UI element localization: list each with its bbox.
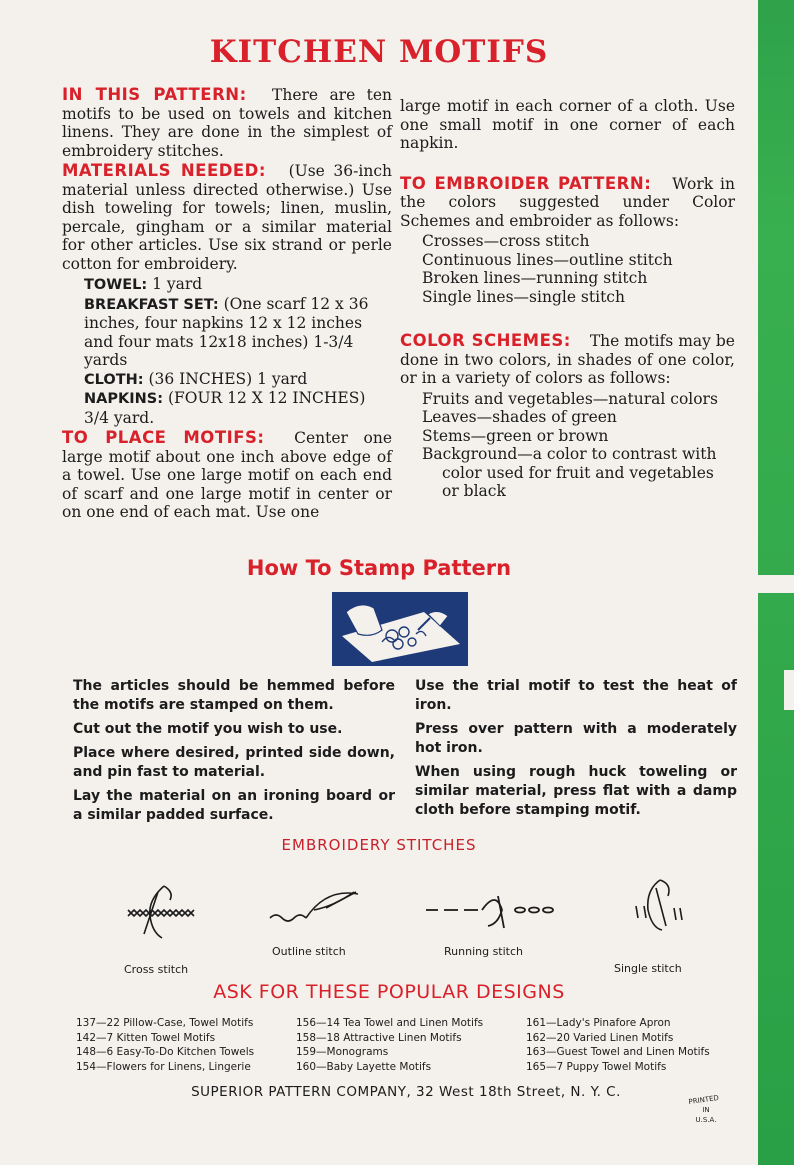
single-stitch-icon (630, 876, 690, 936)
instruction: The articles should be hemmed before the motifs are stamped on them. (73, 678, 395, 713)
design-item: 163—Guest Towel and Linen Motifs (526, 1046, 710, 1058)
instruction: Use the trial motif to test the heat of iron. (415, 678, 737, 713)
stamp-instructions-right (415, 677, 737, 825)
stamp-title: How To Stamp Pattern (246, 556, 512, 580)
design-item: 156—14 Tea Towel and Linen Motifs (296, 1017, 484, 1029)
section-body: There are ten motifs to be used on towels and kitchen linens. They are done in the simplest of embroidery stitches. (62, 86, 392, 160)
outline-stitch-label: Outline stitch (272, 945, 346, 958)
cross-stitch-label: Cross stitch (124, 963, 189, 976)
right-column (400, 97, 735, 501)
design-item: 160—Baby Layette Motifs (296, 1060, 432, 1073)
material-item (62, 295, 392, 370)
printed-in-usa-badge (680, 1092, 728, 1128)
material-text: (FOUR 12 X 12 INCHES) 3/4 yard. (84, 389, 366, 427)
stripe-gap (784, 670, 794, 710)
designs-column-1 (76, 1016, 298, 1074)
design-item: 159—Monograms (296, 1046, 389, 1058)
color-item: color used for fruit and vegetables (442, 463, 714, 482)
publisher-footer: SUPERIOR PATTERN COMPANY, 32 West 18th Street, N. Y. C. (191, 1084, 621, 1100)
in-this-pattern-section (62, 86, 392, 160)
section-body: Work in the colors suggested under Color Schemes and embroider as follows: (400, 174, 735, 230)
design-item: 165—7 Puppy Towel Motifs (526, 1060, 667, 1073)
section-heading: IN THIS PATTERN: (62, 85, 247, 104)
instruction: Cut out the motif you wish to use. (73, 721, 343, 737)
single-stitch-label: Single stitch (614, 962, 682, 975)
materials-section (62, 162, 392, 273)
color-schemes-section (400, 332, 735, 388)
badge-line: IN (702, 1106, 710, 1114)
section-body: The motifs may be done in two colors, in shades of one color, or in a variety of colors as follows: (400, 332, 735, 387)
stamp-instructions-left (73, 677, 395, 830)
cross-stitch-icon (124, 882, 204, 942)
stitch-map-item: Broken lines—running stitch (422, 269, 648, 287)
stitch-map-item: Crosses—cross stitch (422, 232, 590, 250)
material-text: (36 INCHES) 1 yard (148, 369, 308, 388)
designs-column-2 (296, 1016, 526, 1074)
section-heading: TO PLACE MOTIFS: (62, 428, 265, 447)
color-item: Stems—green or brown (422, 426, 609, 445)
color-item: or black (442, 482, 506, 500)
badge-line: PRINTED (688, 1093, 720, 1107)
running-stitch-icon (424, 888, 556, 932)
color-item: Background—a color to contrast with (422, 445, 717, 463)
embroider-section (400, 175, 735, 231)
design-item: 154—Flowers for Linens, Lingerie (76, 1060, 251, 1073)
instruction: When using rough huck toweling or similar material, press flat with a damp cloth before stamping motif. (415, 764, 737, 818)
left-column (62, 86, 392, 524)
design-item: 142—7 Kitten Towel Motifs (76, 1031, 216, 1044)
section-heading: COLOR SCHEMES: (400, 331, 571, 350)
badge-line: U.S.A. (695, 1116, 717, 1124)
design-item: 137—22 Pillow-Case, Towel Motifs (76, 1017, 254, 1029)
popular-designs-title: ASK FOR THESE POPULAR DESIGNS (213, 981, 565, 1003)
material-item (62, 389, 392, 427)
instruction: Place where desired, printed side down, and pin fast to material. (73, 745, 395, 780)
material-text: (One scarf 12 x 36 inches, four napkins 12 x 12 inches and four mats 12x18 inches) 1-3/4 yards (84, 294, 369, 369)
material-label: CLOTH: (84, 371, 144, 388)
ironing-illustration (332, 592, 468, 666)
instruction: Lay the material on an ironing board or a similar padded surface. (73, 788, 395, 823)
stripe-gap (758, 575, 794, 593)
page-title: KITCHEN MOTIFS (209, 34, 549, 70)
section-heading: MATERIALS NEEDED: (62, 161, 266, 180)
material-label: BREAKFAST SET: (84, 296, 219, 313)
design-item: 158—18 Attractive Linen Motifs (296, 1031, 462, 1044)
color-item: Fruits and vegetables—natural colors (422, 389, 718, 408)
place-motifs-continued: large motif in each corner of a cloth. Use one small motif in one corner of each napkin. (400, 97, 735, 152)
instruction: Press over pattern with a moderately hot iron. (415, 721, 737, 756)
material-item (62, 275, 392, 295)
color-item: Leaves—shades of green (422, 408, 617, 426)
design-item: 148—6 Easy-To-Do Kitchen Towels (76, 1046, 255, 1058)
outline-stitch-icon (266, 888, 362, 932)
stitch-map-item: Continuous lines—outline stitch (422, 250, 673, 269)
material-label: NAPKINS: (84, 391, 163, 407)
section-body: (Use 36-inch material unless directed otherwise.) Use dish toweling for towels; linen, muslin, percale, gingham or a similar material for other articles. Use six strand or perle cotton for embroidery. (62, 162, 392, 273)
section-heading: TO EMBROIDER PATTERN: (400, 173, 652, 193)
embroidery-stitches-title: EMBROIDERY STITCHES (281, 836, 477, 854)
material-label: TOWEL: (84, 277, 148, 293)
running-stitch-label: Running stitch (444, 945, 524, 958)
design-item: 162—20 Varied Linen Motifs (526, 1031, 674, 1044)
stitch-map-item: Single lines—single stitch (422, 287, 625, 306)
material-text: 1 yard (152, 275, 203, 293)
designs-column-3 (526, 1016, 756, 1074)
material-item (62, 370, 392, 390)
place-motifs-section (62, 429, 392, 522)
design-item: 161—Lady's Pinafore Apron (526, 1017, 671, 1029)
section-body: Center one large motif about one inch above edge of a towel. Use one large motif on each end of scarf and one large motif in center or on one end of each mat. Use one (62, 429, 392, 521)
